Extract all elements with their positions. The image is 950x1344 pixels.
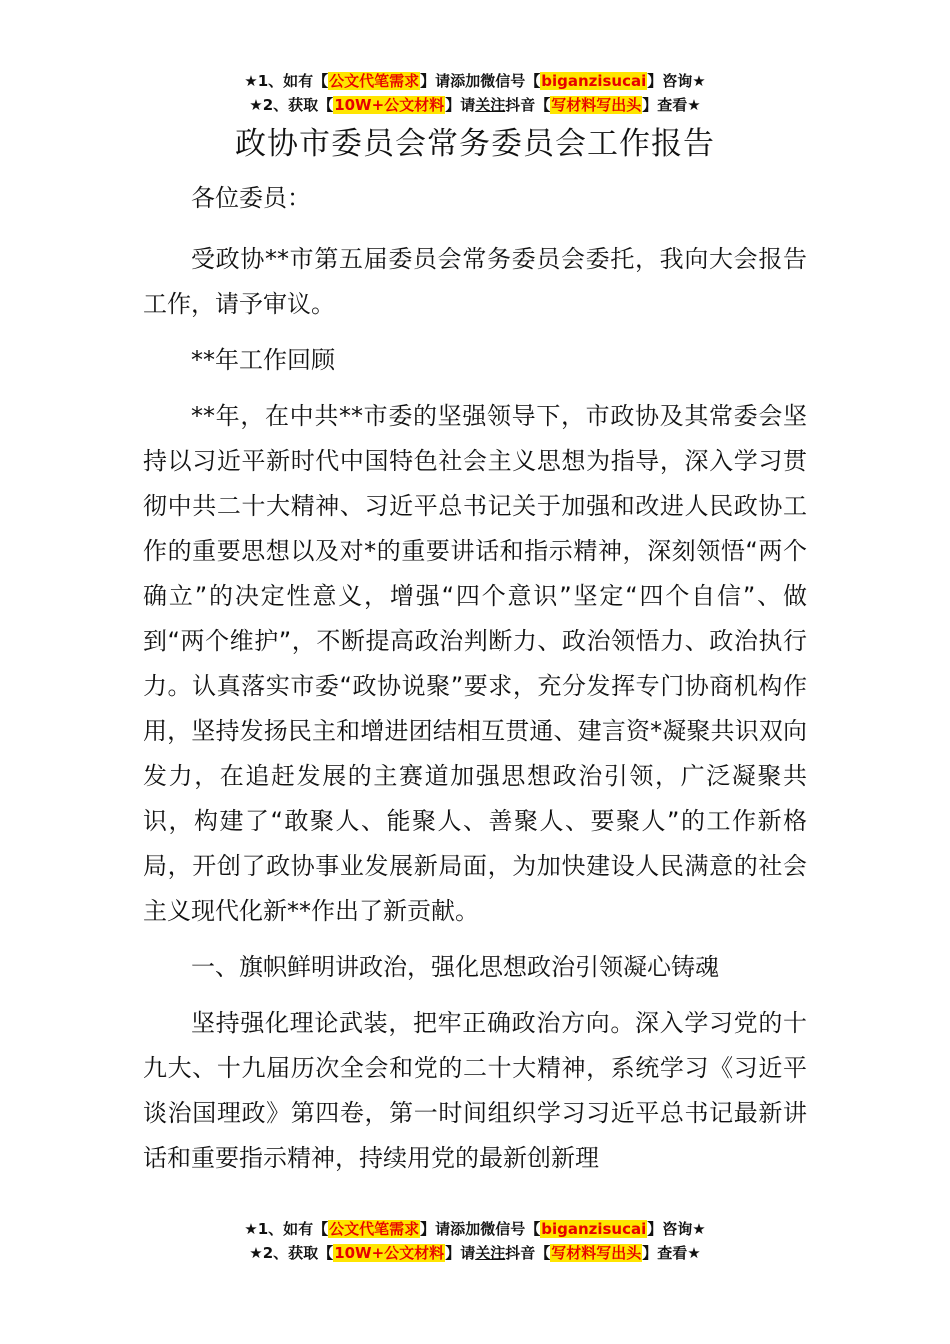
banner-text: 】请	[445, 96, 476, 114]
banner-text: 微信号【	[480, 1220, 541, 1238]
banner-highlight: biganzisucai	[541, 1220, 647, 1238]
banner-highlight: 公文代笔需求	[329, 72, 420, 90]
banner-text: 加	[465, 72, 481, 90]
banner-highlight: biganzisucai	[541, 72, 647, 90]
banner-text: 】咨询★	[647, 72, 706, 90]
paragraph: 坚持强化理论武装，把牢正确政治方向。深入学习党的十九大、十九届历次全会和党的二十大精神，系统学习《习近平谈治国理政》第四卷，第一时间组织学习习近平总书记最新讲话和重要指示精神，持续用党的最新创新理	[143, 1009, 807, 1172]
banner-highlight: 10W+公文材料	[334, 1244, 445, 1262]
banner-text: 抖音【	[505, 1244, 551, 1262]
banner-text: 加	[465, 1220, 481, 1238]
banner-text: 微信号【	[480, 72, 541, 90]
salutation: 各位委员：	[191, 184, 311, 212]
banner-highlight: 公文代笔需求	[329, 1220, 420, 1238]
banner-text: 】咨询★	[647, 1220, 706, 1238]
banner-line-1	[0, 1218, 950, 1242]
paragraph: 受政协**市第五届委员会常务委员会委托，我向大会报告工作，请予审议。	[143, 245, 807, 318]
banner-text: ★2、获取【	[249, 1244, 334, 1262]
banner-text: 】查看★	[642, 96, 701, 114]
banner-text: 】请添	[420, 1220, 466, 1238]
section-heading: **年工作回顾	[191, 346, 335, 374]
banner-text: ★2、获取【	[249, 96, 334, 114]
footer-banner	[0, 1218, 950, 1266]
banner-text: 抖音【	[505, 96, 551, 114]
banner-text: 关注	[475, 96, 506, 114]
banner-text: ★1、如有【	[244, 1220, 329, 1238]
document-body	[143, 176, 807, 1192]
banner-text: 】请添	[420, 72, 466, 90]
banner-highlight: 10W+公文材料	[334, 96, 445, 114]
banner-text: 】请	[445, 1244, 476, 1262]
banner-highlight: 写材料写出头	[551, 1244, 642, 1262]
banner-line-1	[0, 70, 950, 94]
banner-line-2	[0, 1242, 950, 1266]
document-title: 政协市委员会常务委员会工作报告	[235, 126, 715, 162]
banner-text: 】查看★	[642, 1244, 701, 1262]
paragraph: **年，在中共**市委的坚强领导下，市政协及其常委会坚持以习近平新时代中国特色社会主义思想为指导，深入学习贯彻中共二十大精神、习近平总书记关于加强和改进人民政协工作的重要思想以及对*的重要讲话和指示精神，深刻领悟“两个确立”的决定性意义，增强“四个意识”坚定“四个自信”、做到“两个维护”，不断提高政治判断力、政治领悟力、政治执行力。认真落实市委“政协说聚”要求，充分发挥专门协商机构作用，坚持发扬民主和增进团结相互贯通、建言资*凝聚共识双向发力，在追赶发展的主赛道加强思想政治引领，广泛凝聚共识，构建了“敢聚人、能聚人、善聚人、要聚人”的工作新格局，开创了政协事业发展新局面，为加快建设人民满意的社会主义现代化新**作出了新贡献。	[143, 402, 807, 925]
header-banner	[0, 70, 950, 118]
banner-line-2	[0, 94, 950, 118]
section-heading: 一、旗帜鲜明讲政治，强化思想政治引领凝心铸魂	[191, 953, 719, 981]
banner-text: ★1、如有【	[244, 72, 329, 90]
banner-text: 关注	[475, 1244, 506, 1262]
banner-highlight: 写材料写出头	[551, 96, 642, 114]
